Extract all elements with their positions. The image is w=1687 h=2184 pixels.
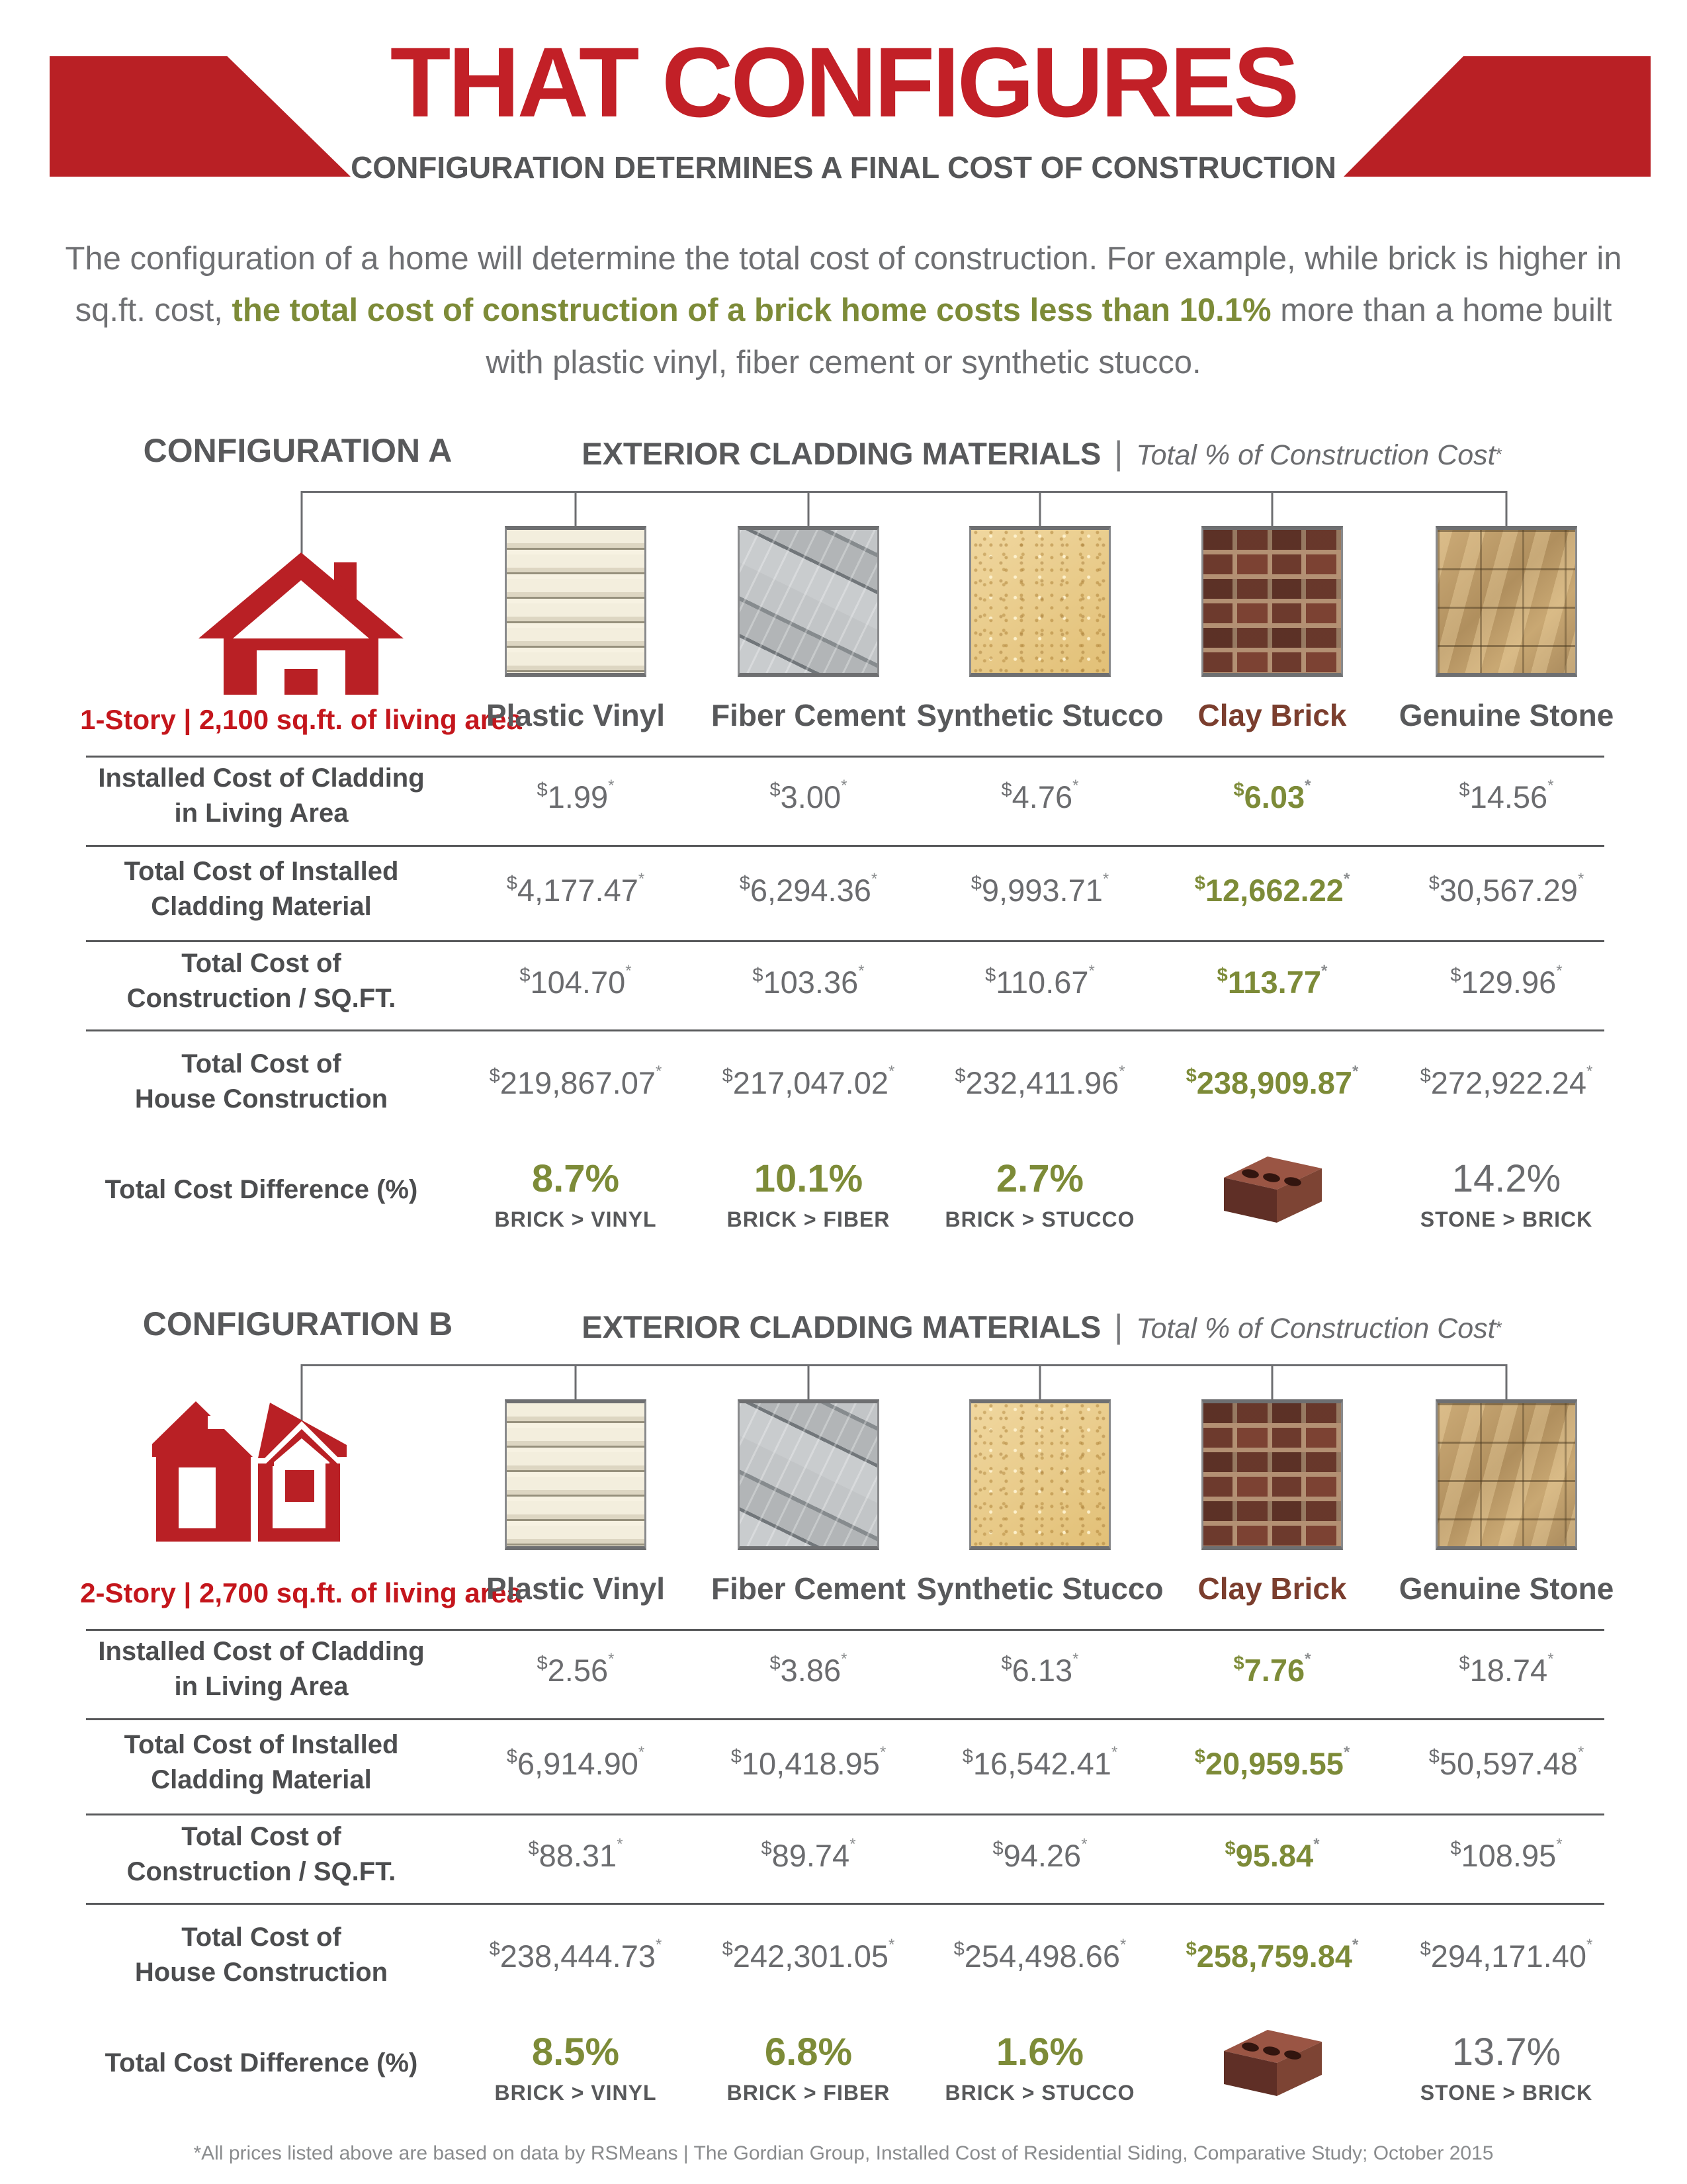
- asterisk: *: [1556, 1835, 1563, 1853]
- cost-value: [507, 870, 644, 908]
- asterisk: *: [1577, 870, 1584, 888]
- difference-cell: [945, 2030, 1135, 2105]
- swatch-synthetic-stucco: [969, 526, 1111, 677]
- intro-text-2: more than a home built with plastic vinyl, fiber cement or synthetic stucco.: [486, 292, 1612, 380]
- cost-value: [490, 1936, 662, 1974]
- asterisk: *: [1313, 1835, 1320, 1853]
- dollar-sign: $: [962, 1746, 973, 1767]
- table-rule: [86, 1029, 1604, 1031]
- difference-comparison: BRICK > FIBER: [726, 2081, 890, 2105]
- dollar-sign: $: [739, 873, 750, 894]
- asterisk: *: [1343, 1743, 1350, 1761]
- dollar-sign: $: [992, 1838, 1004, 1859]
- cost-value-highlight: [1186, 1936, 1359, 1974]
- row-label-line1: Total Cost of: [181, 1049, 341, 1078]
- dollar-sign: $: [769, 1653, 781, 1674]
- difference-cell: [494, 1157, 656, 1232]
- swatch-clay-brick: [1201, 526, 1343, 677]
- amount: 6,914.90: [517, 1746, 638, 1781]
- heading-separator: |: [1114, 1308, 1123, 1345]
- amount: 4,177.47: [517, 873, 638, 908]
- cost-value: [971, 870, 1109, 908]
- bracket-tick: [1039, 491, 1041, 529]
- asterisk: *: [1120, 1936, 1127, 1954]
- row-label-line1: Total Cost of Installed: [124, 1730, 399, 1759]
- dollar-sign: $: [1001, 779, 1012, 801]
- asterisk: *: [608, 1650, 615, 1668]
- dollar-sign: $: [1428, 1746, 1440, 1767]
- material-label-plastic-vinyl: Plastic Vinyl: [486, 1571, 666, 1606]
- table-rule: [86, 1903, 1604, 1905]
- amount: 3.86: [780, 1653, 842, 1688]
- asterisk: *: [1102, 870, 1109, 888]
- amount: 88.31: [539, 1838, 617, 1873]
- amount: 6.13: [1012, 1653, 1073, 1688]
- row-label: [56, 854, 466, 924]
- asterisk: *: [1305, 1650, 1311, 1668]
- cost-value: [490, 1063, 662, 1101]
- dollar-sign: $: [761, 1838, 772, 1859]
- cost-value-highlight: [1234, 1650, 1311, 1688]
- dollar-sign: $: [722, 1065, 733, 1086]
- config-b-label: CONFIGURATION B: [142, 1305, 453, 1342]
- amount: 254,498.66: [964, 1939, 1121, 1974]
- amount: 95.84: [1235, 1838, 1314, 1873]
- cost-value: [528, 1835, 623, 1874]
- cost-value: [537, 777, 615, 815]
- difference-comparison: BRICK > STUCCO: [945, 1207, 1135, 1231]
- heading-note: Total % of Construction Cost: [1136, 439, 1496, 471]
- house-a-caption: 1-Story | 2,100 sq.ft. of living area: [80, 704, 522, 735]
- cost-value-highlight: [1186, 1063, 1359, 1101]
- amount: 6.03: [1244, 779, 1305, 814]
- amount: 219,867.07: [499, 1065, 656, 1100]
- difference-cell: [945, 1157, 1135, 1232]
- row-label-line2: Cladding Material: [151, 891, 372, 921]
- heading-note: Total % of Construction Cost: [1136, 1313, 1496, 1344]
- difference-percent: 1.6%: [996, 2031, 1084, 2074]
- swatch-clay-brick: [1201, 1399, 1343, 1550]
- material-label-clay-brick: Clay Brick: [1197, 1571, 1347, 1606]
- dollar-sign: $: [1233, 779, 1244, 801]
- amount: 50,597.48: [1439, 1746, 1578, 1781]
- swatch-genuine-stone: [1436, 526, 1577, 677]
- material-label-genuine-stone: Genuine Stone: [1399, 1571, 1614, 1606]
- row-label-line1: Total Cost of Installed: [124, 857, 399, 886]
- amount: 9,993.71: [981, 873, 1103, 908]
- bracket-tick: [575, 1364, 577, 1402]
- row-label: [56, 1819, 466, 1890]
- amount: 20,959.55: [1205, 1746, 1344, 1781]
- material-label-clay-brick: Clay Brick: [1197, 698, 1347, 732]
- dollar-sign: $: [537, 1653, 548, 1674]
- difference-percent: 13.7%: [1451, 2031, 1561, 2074]
- amount: 1.99: [547, 779, 609, 814]
- amount: 294,171.40: [1430, 1939, 1587, 1974]
- table-rule: [86, 1718, 1604, 1720]
- amount: 6,294.36: [750, 873, 871, 908]
- material-label-plastic-vinyl: Plastic Vinyl: [486, 698, 666, 732]
- cost-value: [985, 962, 1095, 1000]
- dollar-sign: $: [537, 779, 548, 801]
- table-rule: [86, 1629, 1604, 1631]
- asterisk: *: [858, 962, 865, 980]
- difference-row-label: Total Cost Difference (%): [105, 1175, 418, 1204]
- asterisk: *: [1586, 1936, 1593, 1954]
- table-rule: [86, 1813, 1604, 1815]
- cost-value: [1429, 1743, 1584, 1782]
- amount: 108.95: [1461, 1838, 1557, 1873]
- amount: 217,047.02: [732, 1065, 889, 1100]
- bracket-tick: [1272, 491, 1274, 529]
- swatch-synthetic-stucco: [969, 1399, 1111, 1550]
- difference-percent: 8.5%: [531, 2031, 620, 2074]
- dollar-sign: $: [506, 1746, 517, 1767]
- cost-value: [1429, 870, 1584, 908]
- asterisk: *: [1305, 777, 1311, 795]
- bracket-tick: [575, 491, 577, 529]
- cost-value: [770, 777, 847, 815]
- dollar-sign: $: [1233, 1653, 1244, 1674]
- dollar-sign: $: [506, 873, 517, 894]
- cost-value: [1459, 1650, 1553, 1688]
- dollar-sign: $: [985, 965, 996, 986]
- swatch-plastic-vinyl: [505, 526, 646, 677]
- difference-comparison: STONE > BRICK: [1420, 2081, 1593, 2105]
- asterisk: *: [1072, 1650, 1079, 1668]
- dollar-sign: $: [1225, 1838, 1236, 1859]
- dollar-sign: $: [489, 1065, 500, 1086]
- cost-value-highlight: [1225, 1835, 1319, 1874]
- bracket-tick-house: [301, 491, 303, 554]
- asterisk: *: [1119, 1063, 1125, 1080]
- dollar-sign: $: [971, 873, 982, 894]
- row-label: [56, 761, 466, 831]
- cost-value: [1459, 777, 1553, 815]
- dollar-sign: $: [769, 779, 781, 801]
- brick-3d-icon: [1216, 1149, 1328, 1225]
- bracket-tick: [1272, 1364, 1274, 1402]
- row-label-line1: Total Cost of: [181, 949, 341, 978]
- asterisk: *: [1586, 1063, 1593, 1080]
- swatch-fiber-cement: [738, 1399, 879, 1550]
- section-configuration-a: [0, 423, 1687, 1284]
- house-b-caption: 2-Story | 2,700 sq.ft. of living area: [80, 1577, 522, 1608]
- row-label-line2: Construction / SQ.FT.: [126, 1856, 396, 1886]
- asterisk: *: [1352, 1063, 1359, 1080]
- dollar-sign: $: [519, 965, 531, 986]
- dollar-sign: $: [1428, 873, 1440, 894]
- asterisk: *: [617, 1835, 623, 1853]
- footer-source-note: *All prices listed above are based on data by RSMeans | The Gordian Group, Installed Cost of Residential Siding, Comparative Study; October 2015: [193, 2142, 1494, 2164]
- difference-percent: 6.8%: [764, 2031, 853, 2074]
- cost-value: [1450, 1835, 1562, 1874]
- amount: 242,301.05: [732, 1939, 889, 1974]
- dollar-sign: $: [1420, 1065, 1431, 1086]
- row-label-line1: Total Cost of: [181, 1822, 341, 1851]
- asterisk: *: [656, 1063, 662, 1080]
- asterisk: *: [625, 962, 632, 980]
- amount: 14.56: [1469, 779, 1548, 814]
- material-label-fiber-cement: Fiber Cement: [711, 1571, 906, 1606]
- dollar-sign: $: [1186, 1065, 1197, 1086]
- cost-value: [519, 962, 631, 1000]
- bracket-line: [301, 1364, 1507, 1366]
- asterisk: *: [1320, 962, 1328, 980]
- difference-comparison: BRICK > VINYL: [494, 1207, 657, 1231]
- amount: 258,759.84: [1196, 1939, 1353, 1974]
- difference-percent: 14.2%: [1451, 1157, 1561, 1200]
- amount: 238,909.87: [1196, 1065, 1353, 1100]
- amount: 104.70: [530, 965, 626, 1000]
- cost-value: [761, 1835, 855, 1874]
- dollar-sign: $: [1450, 1838, 1461, 1859]
- asterisk: *: [841, 777, 847, 795]
- asterisk: *: [1495, 444, 1502, 464]
- asterisk: *: [849, 1835, 856, 1853]
- dollar-sign: $: [1450, 965, 1461, 986]
- asterisk: *: [888, 1063, 895, 1080]
- difference-cell: [1420, 1157, 1592, 1232]
- heading-separator: |: [1114, 435, 1123, 472]
- difference-comparison: BRICK > FIBER: [726, 1207, 890, 1231]
- house-2story-icon: [152, 1401, 351, 1542]
- bracket-tick: [1506, 491, 1508, 529]
- asterisk: *: [1495, 1317, 1502, 1338]
- amount: 30,567.29: [1439, 873, 1578, 908]
- amount: 113.77: [1227, 965, 1321, 1000]
- amount: 103.36: [763, 965, 859, 1000]
- bracket-line: [301, 491, 1507, 493]
- dollar-sign: $: [1194, 1746, 1205, 1767]
- amount: 12,662.22: [1205, 873, 1344, 908]
- dollar-sign: $: [1420, 1939, 1431, 1960]
- asterisk: *: [1547, 777, 1554, 795]
- heading-text: EXTERIOR CLADDING MATERIALS: [582, 436, 1102, 471]
- dollar-sign: $: [1459, 1653, 1470, 1674]
- cost-value: [722, 1063, 895, 1101]
- cost-value: [731, 1743, 887, 1782]
- amount: 129.96: [1461, 965, 1557, 1000]
- section-configuration-b: [0, 1297, 1687, 2157]
- amount: 18.74: [1469, 1653, 1548, 1688]
- cost-value: [963, 1743, 1118, 1782]
- swatch-fiber-cement: [738, 526, 879, 677]
- asterisk: *: [1111, 1743, 1118, 1761]
- amount: 10,418.95: [741, 1746, 880, 1781]
- row-label-line1: Total Cost of: [181, 1923, 341, 1952]
- page-title: THAT CONFIGURES: [390, 26, 1297, 138]
- asterisk: *: [656, 1936, 662, 1954]
- amount: 16,542.41: [973, 1746, 1111, 1781]
- asterisk: *: [879, 1743, 887, 1761]
- cost-value: [740, 870, 877, 908]
- table-rule: [86, 940, 1604, 942]
- cost-value: [722, 1936, 895, 1974]
- amount: 7.76: [1244, 1653, 1305, 1688]
- asterisk: *: [1352, 1936, 1359, 1954]
- table-rule: [86, 845, 1604, 847]
- cost-value: [1450, 962, 1562, 1000]
- difference-cell: [494, 2030, 656, 2105]
- difference-comparison: BRICK > STUCCO: [945, 2081, 1135, 2105]
- amount: 238,444.73: [499, 1939, 656, 1974]
- dollar-sign: $: [722, 1939, 733, 1960]
- dollar-sign: $: [1194, 873, 1205, 894]
- row-label: [56, 946, 466, 1016]
- dollar-sign: $: [953, 1939, 965, 1960]
- amount: 4.76: [1012, 779, 1073, 814]
- dollar-sign: $: [730, 1746, 742, 1767]
- brick-3d-icon: [1216, 2022, 1328, 2098]
- amount: 94.26: [1003, 1838, 1082, 1873]
- difference-percent: 8.7%: [531, 1157, 620, 1200]
- difference-comparison: STONE > BRICK: [1420, 1207, 1593, 1231]
- cost-value: [752, 962, 864, 1000]
- row-label-line2: in Living Area: [174, 798, 349, 828]
- dollar-sign: $: [1217, 965, 1228, 986]
- asterisk: *: [1577, 1743, 1584, 1761]
- cost-value-highlight: [1234, 777, 1311, 815]
- swatch-genuine-stone: [1436, 1399, 1577, 1550]
- row-label: [56, 1727, 466, 1798]
- bracket-tick: [808, 1364, 810, 1402]
- row-label-line2: Construction / SQ.FT.: [126, 983, 396, 1013]
- amount: 272,922.24: [1430, 1065, 1587, 1100]
- row-label-line2: House Construction: [134, 1084, 388, 1114]
- difference-percent: 10.1%: [754, 1157, 863, 1200]
- dollar-sign: $: [489, 1939, 500, 1960]
- cost-value-highlight: [1195, 870, 1350, 908]
- cost-value-highlight: [1195, 1743, 1350, 1782]
- asterisk: *: [1088, 962, 1095, 980]
- asterisk: *: [1547, 1650, 1554, 1668]
- section-a-heading: [463, 434, 1621, 472]
- material-label-fiber-cement: Fiber Cement: [711, 698, 906, 732]
- amount: 3.00: [780, 779, 842, 814]
- amount: 89.74: [771, 1838, 850, 1873]
- bracket-tick: [1039, 1364, 1041, 1402]
- table-rule: [86, 756, 1604, 758]
- cost-value: [954, 1936, 1127, 1974]
- difference-percent: 2.7%: [996, 1157, 1084, 1200]
- amount: 2.56: [547, 1653, 609, 1688]
- amount: 110.67: [996, 965, 1089, 1000]
- material-label-synthetic-stucco: Synthetic Stucco: [916, 698, 1164, 732]
- asterisk: *: [1556, 962, 1563, 980]
- dollar-sign: $: [1459, 779, 1470, 801]
- asterisk: *: [871, 870, 878, 888]
- cost-value: [770, 1650, 847, 1688]
- row-label-line2: House Construction: [134, 1957, 388, 1987]
- row-label: [56, 1920, 466, 1990]
- cost-value: [992, 1835, 1087, 1874]
- difference-comparison: BRICK > VINYL: [494, 2081, 657, 2105]
- config-a-label: CONFIGURATION A: [143, 432, 453, 469]
- difference-cell: [727, 1157, 890, 1232]
- cost-value-highlight: [1217, 962, 1328, 1000]
- difference-row-label: Total Cost Difference (%): [105, 2048, 418, 2077]
- cost-value: [1420, 1063, 1593, 1101]
- page-subtitle: CONFIGURATION DETERMINES A FINAL COST OF CONSTRUCTION: [351, 150, 1336, 185]
- cost-value: [1420, 1936, 1593, 1974]
- row-label: [56, 1047, 466, 1117]
- row-label-line1: Installed Cost of Cladding: [98, 1637, 425, 1666]
- dollar-sign: $: [1186, 1939, 1197, 1960]
- row-label-line1: Installed Cost of Cladding: [98, 764, 425, 793]
- intro-text-bold: the total cost of construction of a brick home costs less than 10.1%: [232, 292, 1272, 329]
- difference-cell: [1420, 2030, 1592, 2105]
- material-label-genuine-stone: Genuine Stone: [1399, 698, 1614, 732]
- cost-value: [507, 1743, 644, 1782]
- material-label-synthetic-stucco: Synthetic Stucco: [916, 1571, 1164, 1606]
- cost-value: [955, 1063, 1125, 1101]
- dollar-sign: $: [1001, 1653, 1012, 1674]
- bracket-tick: [1506, 1364, 1508, 1402]
- asterisk: *: [638, 1743, 645, 1761]
- cost-value: [1002, 1650, 1079, 1688]
- row-label-line2: in Living Area: [174, 1671, 349, 1701]
- asterisk: *: [841, 1650, 847, 1668]
- asterisk: *: [1343, 870, 1350, 888]
- swatch-plastic-vinyl: [505, 1399, 646, 1550]
- heading-text: EXTERIOR CLADDING MATERIALS: [582, 1309, 1102, 1344]
- asterisk: *: [1081, 1835, 1088, 1853]
- bracket-tick: [808, 491, 810, 529]
- house-1story-icon: [198, 552, 404, 695]
- dollar-sign: $: [955, 1065, 966, 1086]
- intro-paragraph: [63, 233, 1624, 388]
- intro-text-1: The configuration of a home will determine the total cost of construction. For example, while brick is higher in sq.ft. cost,: [65, 241, 1622, 329]
- row-label-line2: Cladding Material: [151, 1765, 372, 1794]
- amount: 232,411.96: [965, 1065, 1119, 1100]
- dollar-sign: $: [528, 1838, 539, 1859]
- asterisk: *: [1072, 777, 1079, 795]
- cost-value: [537, 1650, 615, 1688]
- asterisk: *: [638, 870, 645, 888]
- section-b-heading: [463, 1307, 1621, 1346]
- difference-cell: [727, 2030, 890, 2105]
- asterisk: *: [608, 777, 615, 795]
- cost-value: [1002, 777, 1079, 815]
- dollar-sign: $: [752, 965, 763, 986]
- row-label: [56, 1634, 466, 1704]
- asterisk: *: [888, 1936, 895, 1954]
